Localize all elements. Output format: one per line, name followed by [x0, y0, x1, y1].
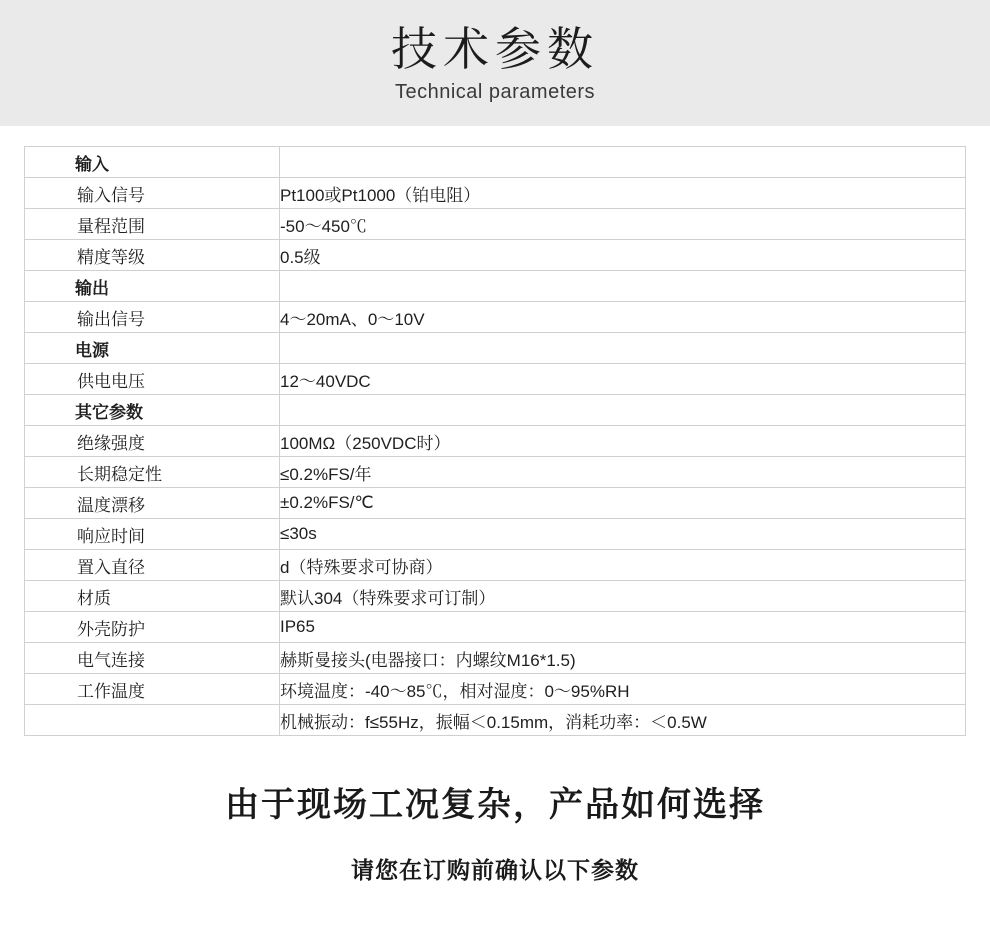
spec-label-cell: 量程范围	[25, 209, 280, 240]
spec-label-cell	[25, 705, 280, 736]
spec-value-cell: 默认304（特殊要求可订制）	[280, 581, 966, 612]
spec-label-cell: 绝缘强度	[25, 426, 280, 457]
spec-label-cell: 材质	[25, 581, 280, 612]
table-row	[25, 705, 966, 736]
spec-value-cell: 环境温度：-40～85℃，相对湿度：0～95%RH	[280, 674, 966, 705]
spec-table-body	[25, 147, 966, 736]
spec-label-cell: 其它参数	[25, 395, 280, 426]
spec-value-cell: 12～40VDC	[280, 364, 966, 395]
spec-label-cell: 工作温度	[25, 674, 280, 705]
table-row	[25, 209, 966, 240]
spec-label-cell: 置入直径	[25, 550, 280, 581]
spec-label-cell: 外壳防护	[25, 612, 280, 643]
spec-table	[24, 146, 966, 736]
spec-label-cell: 供电电压	[25, 364, 280, 395]
spec-value-cell: d（特殊要求可协商）	[280, 550, 966, 581]
table-row	[25, 643, 966, 674]
table-row	[25, 240, 966, 271]
spec-table-wrapper	[24, 146, 966, 736]
table-row	[25, 333, 966, 364]
page-title: 技术参数	[391, 23, 599, 76]
table-row	[25, 395, 966, 426]
spec-value-cell: 机械振动：f≤55Hz，振幅＜0.15mm，消耗功率：＜0.5W	[280, 705, 966, 736]
spec-value-cell	[280, 395, 966, 426]
spec-value-cell: -50～450℃	[280, 209, 966, 240]
table-row	[25, 364, 966, 395]
table-row	[25, 457, 966, 488]
bottom-section	[0, 782, 990, 885]
spec-label-cell: 电气连接	[25, 643, 280, 674]
spec-value-cell: 赫斯曼接头(电器接口：内螺纹M16*1.5)	[280, 643, 966, 674]
table-row	[25, 426, 966, 457]
header-inner	[0, 0, 990, 126]
table-row	[25, 550, 966, 581]
table-row	[25, 581, 966, 612]
table-row	[25, 147, 966, 178]
table-row	[25, 674, 966, 705]
page-subtitle: Technical parameters	[394, 80, 596, 103]
spec-label-cell: 精度等级	[25, 240, 280, 271]
spec-value-cell: 0.5级	[280, 240, 966, 271]
spec-label-cell: 温度漂移	[25, 488, 280, 519]
spec-label-cell: 输出信号	[25, 302, 280, 333]
bottom-subheading: 请您在订购前确认以下参数	[351, 856, 639, 883]
spec-label-cell: 输入信号	[25, 178, 280, 209]
table-row	[25, 271, 966, 302]
spec-value-cell	[280, 333, 966, 364]
table-row	[25, 178, 966, 209]
spec-value-cell: 4～20mA、0～10V	[280, 302, 966, 333]
spec-value-cell	[280, 271, 966, 302]
spec-value-cell	[280, 147, 966, 178]
table-row	[25, 302, 966, 333]
spec-value-cell: IP65	[280, 612, 966, 643]
spec-value-cell: Pt100或Pt1000（铂电阻）	[280, 178, 966, 209]
spec-value-cell: ±0.2%FS/℃	[280, 488, 966, 519]
spec-value-cell: 100MΩ（250VDC时）	[280, 426, 966, 457]
spec-label-cell: 长期稳定性	[25, 457, 280, 488]
spec-label-cell: 响应时间	[25, 519, 280, 550]
table-row	[25, 488, 966, 519]
table-row	[25, 612, 966, 643]
spec-label-cell: 电源	[25, 333, 280, 364]
spec-value-cell: ≤30s	[280, 519, 966, 550]
bottom-heading: 由于现场工况复杂，产品如何选择	[225, 786, 765, 824]
spec-value-cell: ≤0.2%FS/年	[280, 457, 966, 488]
spec-label-cell: 输入	[25, 147, 280, 178]
table-row	[25, 519, 966, 550]
header-band	[0, 0, 990, 126]
spec-label-cell: 输出	[25, 271, 280, 302]
